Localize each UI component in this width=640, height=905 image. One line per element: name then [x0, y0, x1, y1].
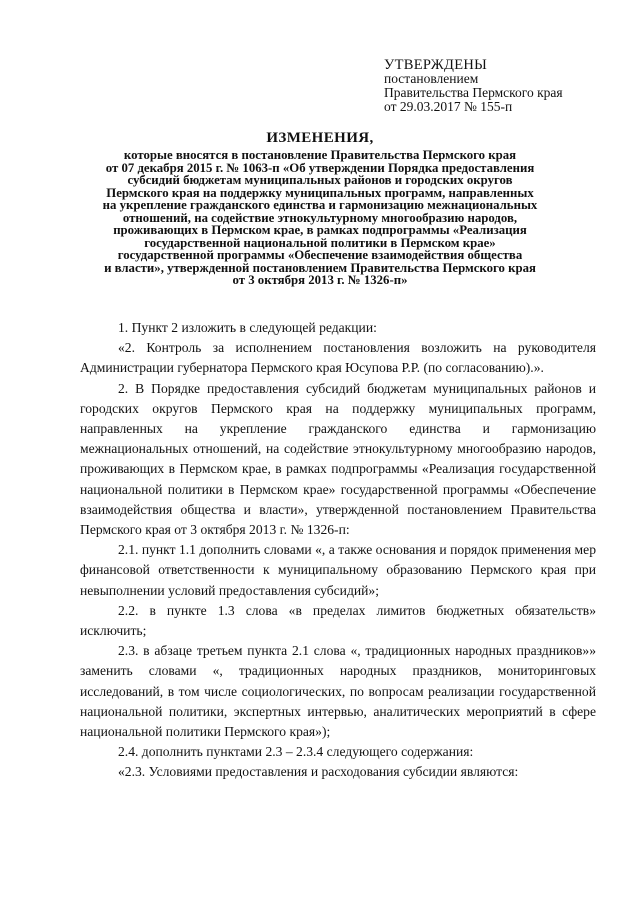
paragraph: 2.4. дополнить пунктами 2.3 – 2.3.4 следующего содержания:: [118, 744, 474, 760]
document-body: [80, 318, 596, 783]
subtitle-line: на укрепление гражданского единства и гармонизацию межнациональных: [102, 198, 538, 212]
subtitle-line: государственной программы «Обеспечение взаимодействия общества: [117, 248, 523, 262]
subtitle-line: субсидий бюджетам муниципальных районов и городских округов: [127, 173, 513, 187]
paragraph: 2. В Порядке предоставления субсидий бюджетам муниципальных районов и городских округов Пермского края на поддержку муниципальных программ, направленных на укрепление гражданского единства и гармонизацию межнациональных отношений, на содействие этнокультурному многообразию народов, проживающих в Пермском крае, в рамках подпрограммы «Реализация государственной национальной политики в Пермском крае» государственной программы «Обеспечение взаимодействия общества и власти», утвержденной постановлением Правительства Пермского края от 3 октября 2013 г. № 1326-п:: [80, 380, 596, 538]
paragraph: «2.3. Условиями предоставления и расходования субсидии являются:: [118, 764, 519, 780]
paragraph: 1. Пункт 2 изложить в следующей редакции:: [118, 320, 377, 335]
subtitle-line: проживающих в Пермском крае, в рамках подпрограммы «Реализация: [113, 223, 527, 237]
subtitle-line: которые вносятся в постановление Правительства Пермского края: [123, 148, 517, 162]
approval-header: УТВЕРЖДЕНЫ: [384, 57, 488, 73]
approval-block: [384, 58, 563, 114]
paragraph: 2.3. в абзаце третьем пункта 2.1 слова «, традиционных народных праздников»» заменить словами «, традиционных народных праздников, мониторинговых исследований, в том числе социологических, по вопросам реализации государственной национальной политики, экспертных интервью, аналитических мероприятий в сфере национальной политики Пермского края»);: [80, 643, 596, 740]
paragraph: 2.2. в пункте 1.3 слова «в пределах лимитов бюджетных обязательств» исключить;: [80, 602, 596, 639]
approval-line: постановлением: [384, 71, 479, 86]
approval-line: Правительства Пермского края: [384, 85, 563, 100]
subtitle-line: от 07 декабря 2015 г. № 1063-п «Об утверждении Порядка предоставления: [105, 160, 535, 175]
document-title: ИЗМЕНЕНИЯ,: [266, 130, 374, 146]
paragraph: «2. Контроль за исполнением постановления возложить на руководителя Администрации губернатора Пермского края Юсупова Р.Р. (по согласованию).».: [80, 340, 596, 376]
subtitle-line: и власти», утвержденной постановлением Правительства Пермского края: [104, 260, 536, 275]
subtitle-line: отношений, на содействие этнокультурному многообразию народов,: [122, 210, 518, 225]
paragraph: 2.1. пункт 1.1 дополнить словами «, а также основания и порядок применения мер финансовой ответственности к муниципальному образованию Пермского края при невыполнении условий предоставления субсидий»;: [80, 542, 596, 598]
subtitle-line: от 3 октября 2013 г. № 1326-п»: [232, 273, 408, 287]
document-subtitle: [80, 149, 560, 287]
subtitle-line: государственной национальной политики в Пермском крае»: [144, 235, 496, 250]
subtitle-line: Пермского края на поддержку муниципальных программ, направленных: [106, 185, 534, 200]
approval-line: от 29.03.2017 № 155-п: [384, 99, 513, 114]
